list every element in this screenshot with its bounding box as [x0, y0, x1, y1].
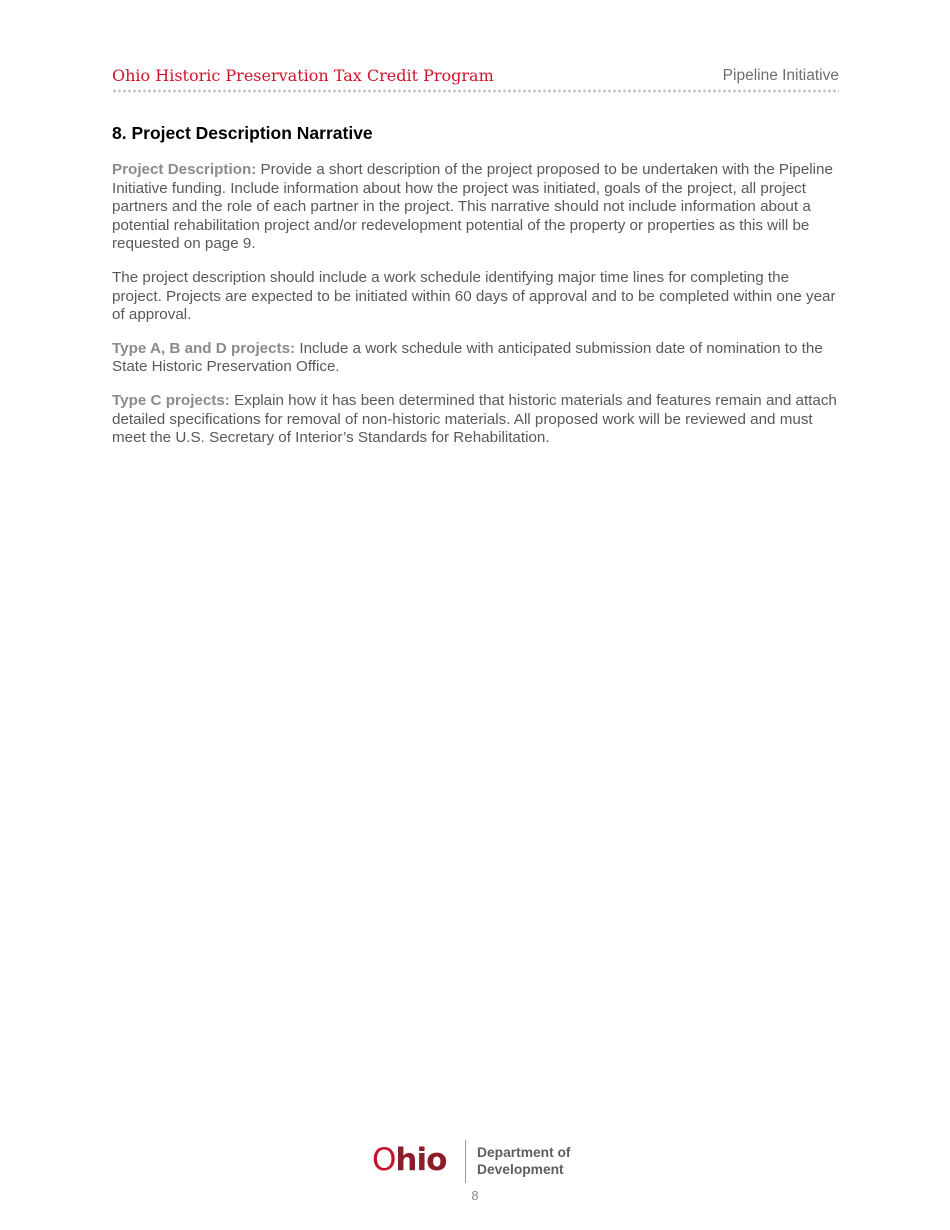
ohio-development-logo: [372, 1140, 582, 1184]
department-line-2: Development: [477, 1162, 564, 1177]
ohio-wordmark: [372, 1140, 446, 1180]
main-content: [112, 122, 837, 463]
page-header: [112, 66, 839, 90]
paragraph-type-abd: [112, 340, 837, 377]
page-number: 8: [471, 1188, 479, 1203]
paragraph-text: Provide a short description of the project proposed to be undertaken with the Pipeline Initiative funding. Include information about how the project was initiated, goals of the project, all project partners and the role of each partner in the project. This narrative should not include information about a potential rehabilitation project and/or redevelopment potential of the property or properties as this will be requested on page 9.: [112, 161, 833, 253]
paragraph-lead: Type A, B and D projects:: [112, 339, 296, 357]
paragraph-text: The project description should include a work schedule identifying major time lines for completing the project. Projects are expected to be initiated within 60 days of approval and to be completed within one year of approval.: [112, 268, 836, 324]
paragraph-text: Include a work schedule with anticipated submission date of nomination to the State Historic Preservation Office.: [112, 339, 823, 376]
initiative-title: Pipeline Initiative: [722, 67, 839, 84]
paragraph-work-schedule: [112, 269, 837, 325]
department-name: [477, 1144, 571, 1178]
ohio-wordmark-rest: hio: [395, 1142, 447, 1178]
ohio-wordmark-o: O: [372, 1142, 396, 1178]
program-title: Ohio Historic Preservation Tax Credit Program: [112, 66, 494, 85]
paragraph-type-c: [112, 392, 837, 448]
section-title: 8. Project Description Narrative: [112, 123, 373, 143]
department-line-1: Department of: [477, 1145, 571, 1160]
paragraph-lead: Type C projects:: [112, 391, 230, 409]
header-dotted-divider: [112, 89, 839, 93]
paragraph-lead: Project Description:: [112, 161, 257, 178]
paragraph-text: Explain how it has been determined that historic materials and features remain and attach detailed specifications for removal of non-historic materials. All proposed work will be reviewed and must meet the U.S. Secretary of Interior’s Standards for Rehabilitation.: [112, 391, 837, 447]
logo-divider: [465, 1140, 466, 1183]
paragraph-project-description: [112, 161, 837, 254]
